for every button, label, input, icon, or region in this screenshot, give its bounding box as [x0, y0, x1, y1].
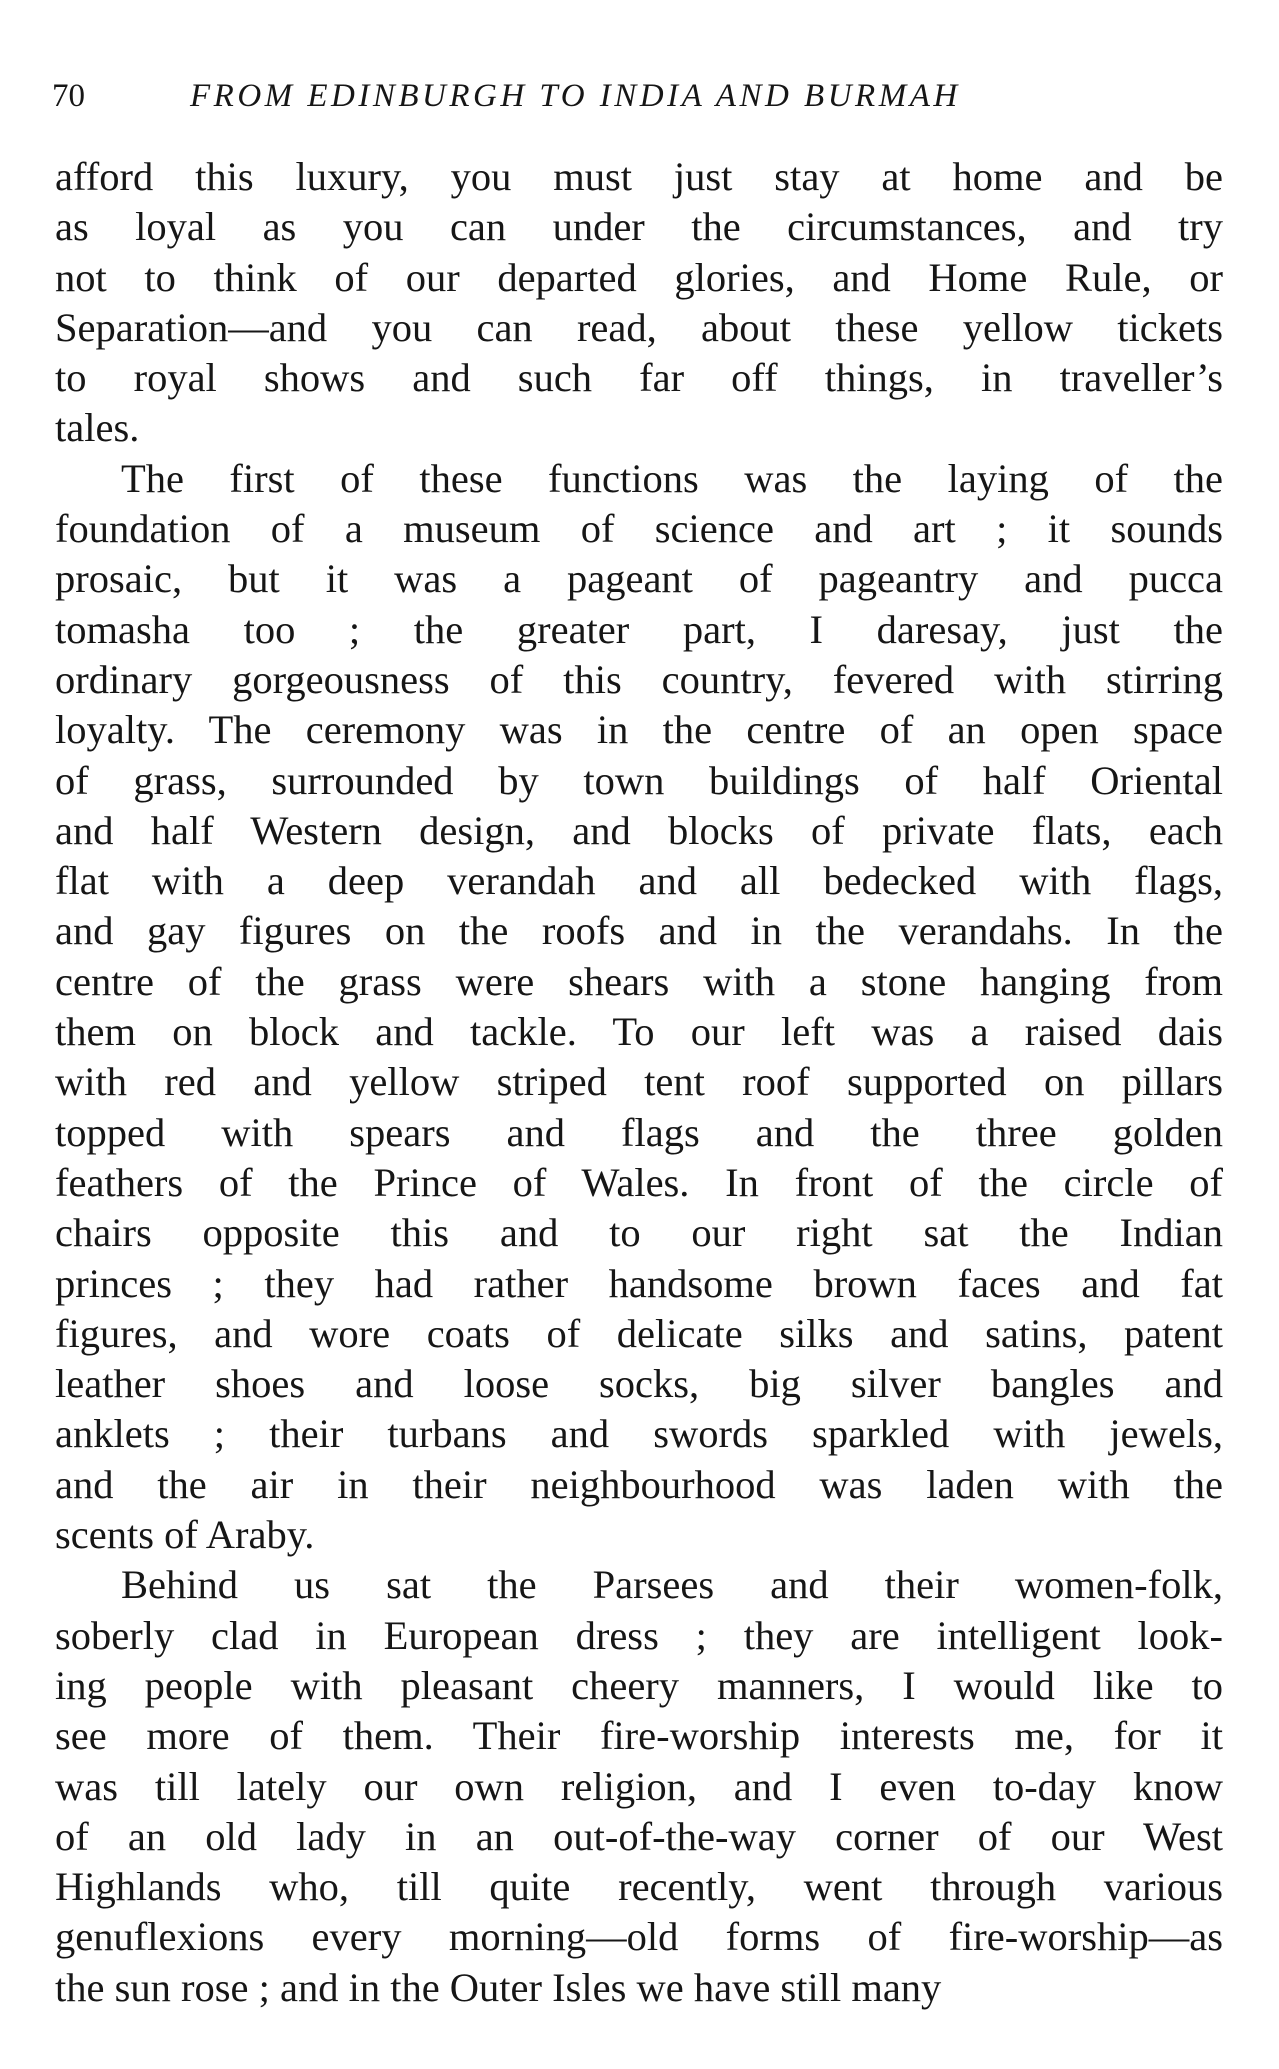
text-line: not to think of our departed glories, and Home Rule, or [55, 254, 1223, 300]
text-line: tales. [55, 405, 140, 451]
paragraph [55, 1560, 1223, 2013]
text-line: Separation—and you can read, about these yellow tickets [55, 304, 1223, 350]
text-line: soberly clad in European dress ; they are intelligent look- [55, 1612, 1223, 1658]
text-line: centre of the grass were shears with a stone hanging from [55, 958, 1223, 1004]
paragraph [55, 454, 1223, 1561]
text-line: of grass, surrounded by town buildings of half Oriental [55, 757, 1223, 803]
text-line: see more of them. Their fire-worship interests me, for it [55, 1713, 1223, 1759]
text-line: and gay figures on the roofs and in the verandahs. In the [55, 908, 1223, 954]
text-line: of an old lady in an out-of-the-way corner of our West [55, 1813, 1223, 1859]
text-line: scents of Araby. [55, 1512, 315, 1558]
paragraph [55, 152, 1223, 454]
text-line: the sun rose ; and in the Outer Isles we have still many [55, 1964, 942, 2010]
text-line: afford this luxury, you must just stay at home and be [55, 154, 1223, 199]
page-number: 70 [52, 78, 85, 114]
text-line: them on block and tackle. To our left was a raised dais [55, 1009, 1223, 1055]
text-line: with red and yellow striped tent roof supported on pillars [55, 1059, 1223, 1105]
text-line: Highlands who, till quite recently, went through various [55, 1864, 1223, 1910]
text-line: chairs opposite this and to our right sat the Indian [55, 1210, 1223, 1256]
text-line: topped with spears and flags and the three golden [55, 1109, 1223, 1155]
text-line: feathers of the Prince of Wales. In front of the circle of [55, 1159, 1223, 1205]
text-line: foundation of a museum of science and art ; it sounds [55, 506, 1223, 552]
text-line: genuflexions every morning—old forms of fire-worship—as [55, 1914, 1223, 1960]
text-line: The first of these functions was the laying of the [121, 455, 1223, 501]
text-line: prosaic, but it was a pageant of pageantry and pucca [55, 556, 1223, 602]
running-title: FROM EDINBURGH TO INDIA AND BURMAH [190, 78, 961, 114]
text-line: tomasha too ; the greater part, I daresay, just the [55, 606, 1223, 652]
text-line: and half Western design, and blocks of private flats, each [55, 807, 1223, 853]
body-text [55, 152, 1223, 2013]
running-header [52, 72, 1232, 120]
text-line: and the air in their neighbourhood was laden with the [55, 1461, 1223, 1507]
text-line: figures, and wore coats of delicate silks and satins, patent [55, 1310, 1223, 1356]
text-line: leather shoes and loose socks, big silver bangles and [55, 1361, 1223, 1407]
text-line: ordinary gorgeousness of this country, fevered with stirring [55, 656, 1223, 702]
text-line: as loyal as you can under the circumstances, and try [55, 204, 1223, 250]
text-line: Behind us sat the Parsees and their women-folk, [121, 1562, 1223, 1608]
text-line: anklets ; their turbans and swords sparkled with jewels, [55, 1411, 1223, 1457]
text-line: princes ; they had rather handsome brown faces and fat [55, 1260, 1223, 1306]
text-line: flat with a deep verandah and all bedecked with flags, [55, 858, 1223, 904]
text-line: loyalty. The ceremony was in the centre of an open space [55, 707, 1223, 753]
text-line: to royal shows and such far off things, in traveller’s [55, 355, 1223, 401]
text-line: ing people with pleasant cheery manners, I would like to [55, 1662, 1223, 1708]
text-line: was till lately our own religion, and I even to-day know [55, 1763, 1223, 1809]
